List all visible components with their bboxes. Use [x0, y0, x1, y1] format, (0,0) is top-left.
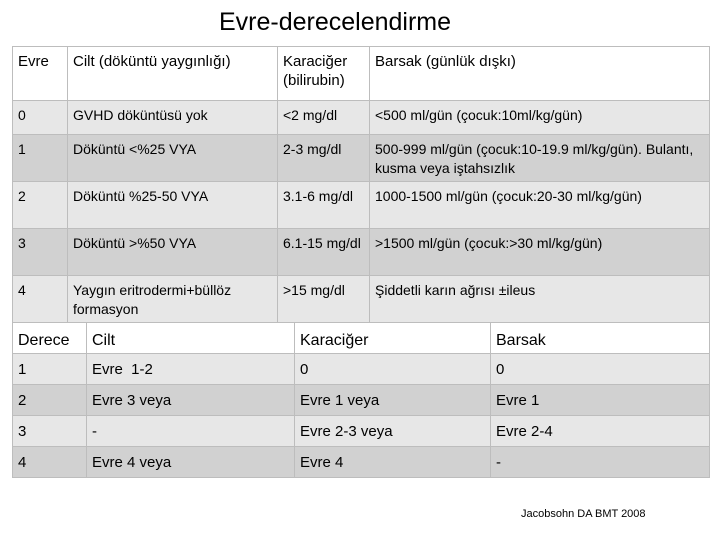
- table-row: [13, 416, 710, 447]
- table-cell: Evre 4 veya: [87, 447, 295, 478]
- table-cell: Yaygın eritrodermi+büllöz formasyon: [68, 276, 278, 323]
- header-cilt: Cilt: [87, 323, 295, 354]
- table-cell: 0: [491, 354, 710, 385]
- staging-table: [12, 46, 710, 323]
- header-cilt: Cilt (döküntü yaygınlığı): [68, 47, 278, 101]
- table-cell: Evre 1 veya: [295, 385, 491, 416]
- table-cell: -: [491, 447, 710, 478]
- table-row: [13, 101, 710, 135]
- table-row: [13, 135, 710, 182]
- header-derece: Derece: [13, 323, 87, 354]
- table-cell: Döküntü %25-50 VYA: [68, 182, 278, 229]
- header-karaciger: Karaciğer (bilirubin): [278, 47, 370, 101]
- table-cell: 1: [13, 354, 87, 385]
- citation: Jacobsohn DA BMT 2008: [521, 508, 646, 520]
- table-cell: 2-3 mg/dl: [278, 135, 370, 182]
- table-cell: 6.1-15 mg/dl: [278, 229, 370, 276]
- table-row: [13, 385, 710, 416]
- table-cell: >15 mg/dl: [278, 276, 370, 323]
- page-title: Evre-derecelendirme: [218, 8, 452, 36]
- table-row: [13, 229, 710, 276]
- table-row: [13, 447, 710, 478]
- table-cell: 1: [13, 135, 68, 182]
- table-cell: 4: [13, 447, 87, 478]
- table-cell: >1500 ml/gün (çocuk:>30 ml/kg/gün): [370, 229, 710, 276]
- table-cell: Evre 2-4: [491, 416, 710, 447]
- table-cell: 500-999 ml/gün (çocuk:10-19.9 ml/kg/gün). Bulantı, kusma veya iştahsızlık: [370, 135, 710, 182]
- table-cell: Evre 2-3 veya: [295, 416, 491, 447]
- header-barsak: Barsak: [491, 323, 710, 354]
- table-cell: 0: [295, 354, 491, 385]
- table-cell: 4: [13, 276, 68, 323]
- table-cell: GVHD döküntüsü yok: [68, 101, 278, 135]
- table-cell: Döküntü >%50 VYA: [68, 229, 278, 276]
- table-cell: Döküntü <%25 VYA: [68, 135, 278, 182]
- table-cell: 2: [13, 385, 87, 416]
- header-evre: Evre: [13, 47, 68, 101]
- table-cell: Evre 1-2: [87, 354, 295, 385]
- table-cell: 3: [13, 416, 87, 447]
- table-cell: Evre 1: [491, 385, 710, 416]
- table-cell: Evre 4: [295, 447, 491, 478]
- table-cell: -: [87, 416, 295, 447]
- table-row: [13, 276, 710, 323]
- table-cell: 2: [13, 182, 68, 229]
- header-barsak: Barsak (günlük dışkı): [370, 47, 710, 101]
- grading-table: [12, 322, 710, 478]
- table-header-row: [13, 47, 710, 101]
- table-cell: 3.1-6 mg/dl: [278, 182, 370, 229]
- table-cell: <2 mg/dl: [278, 101, 370, 135]
- table-cell: Şiddetli karın ağrısı ±ileus: [370, 276, 710, 323]
- table-cell: 1000-1500 ml/gün (çocuk:20-30 ml/kg/gün): [370, 182, 710, 229]
- table-header-row: [13, 323, 710, 354]
- table-row: [13, 354, 710, 385]
- table-cell: Evre 3 veya: [87, 385, 295, 416]
- table-cell: <500 ml/gün (çocuk:10ml/kg/gün): [370, 101, 710, 135]
- header-karaciger: Karaciğer: [295, 323, 491, 354]
- table-cell: 0: [13, 101, 68, 135]
- table-cell: 3: [13, 229, 68, 276]
- table-row: [13, 182, 710, 229]
